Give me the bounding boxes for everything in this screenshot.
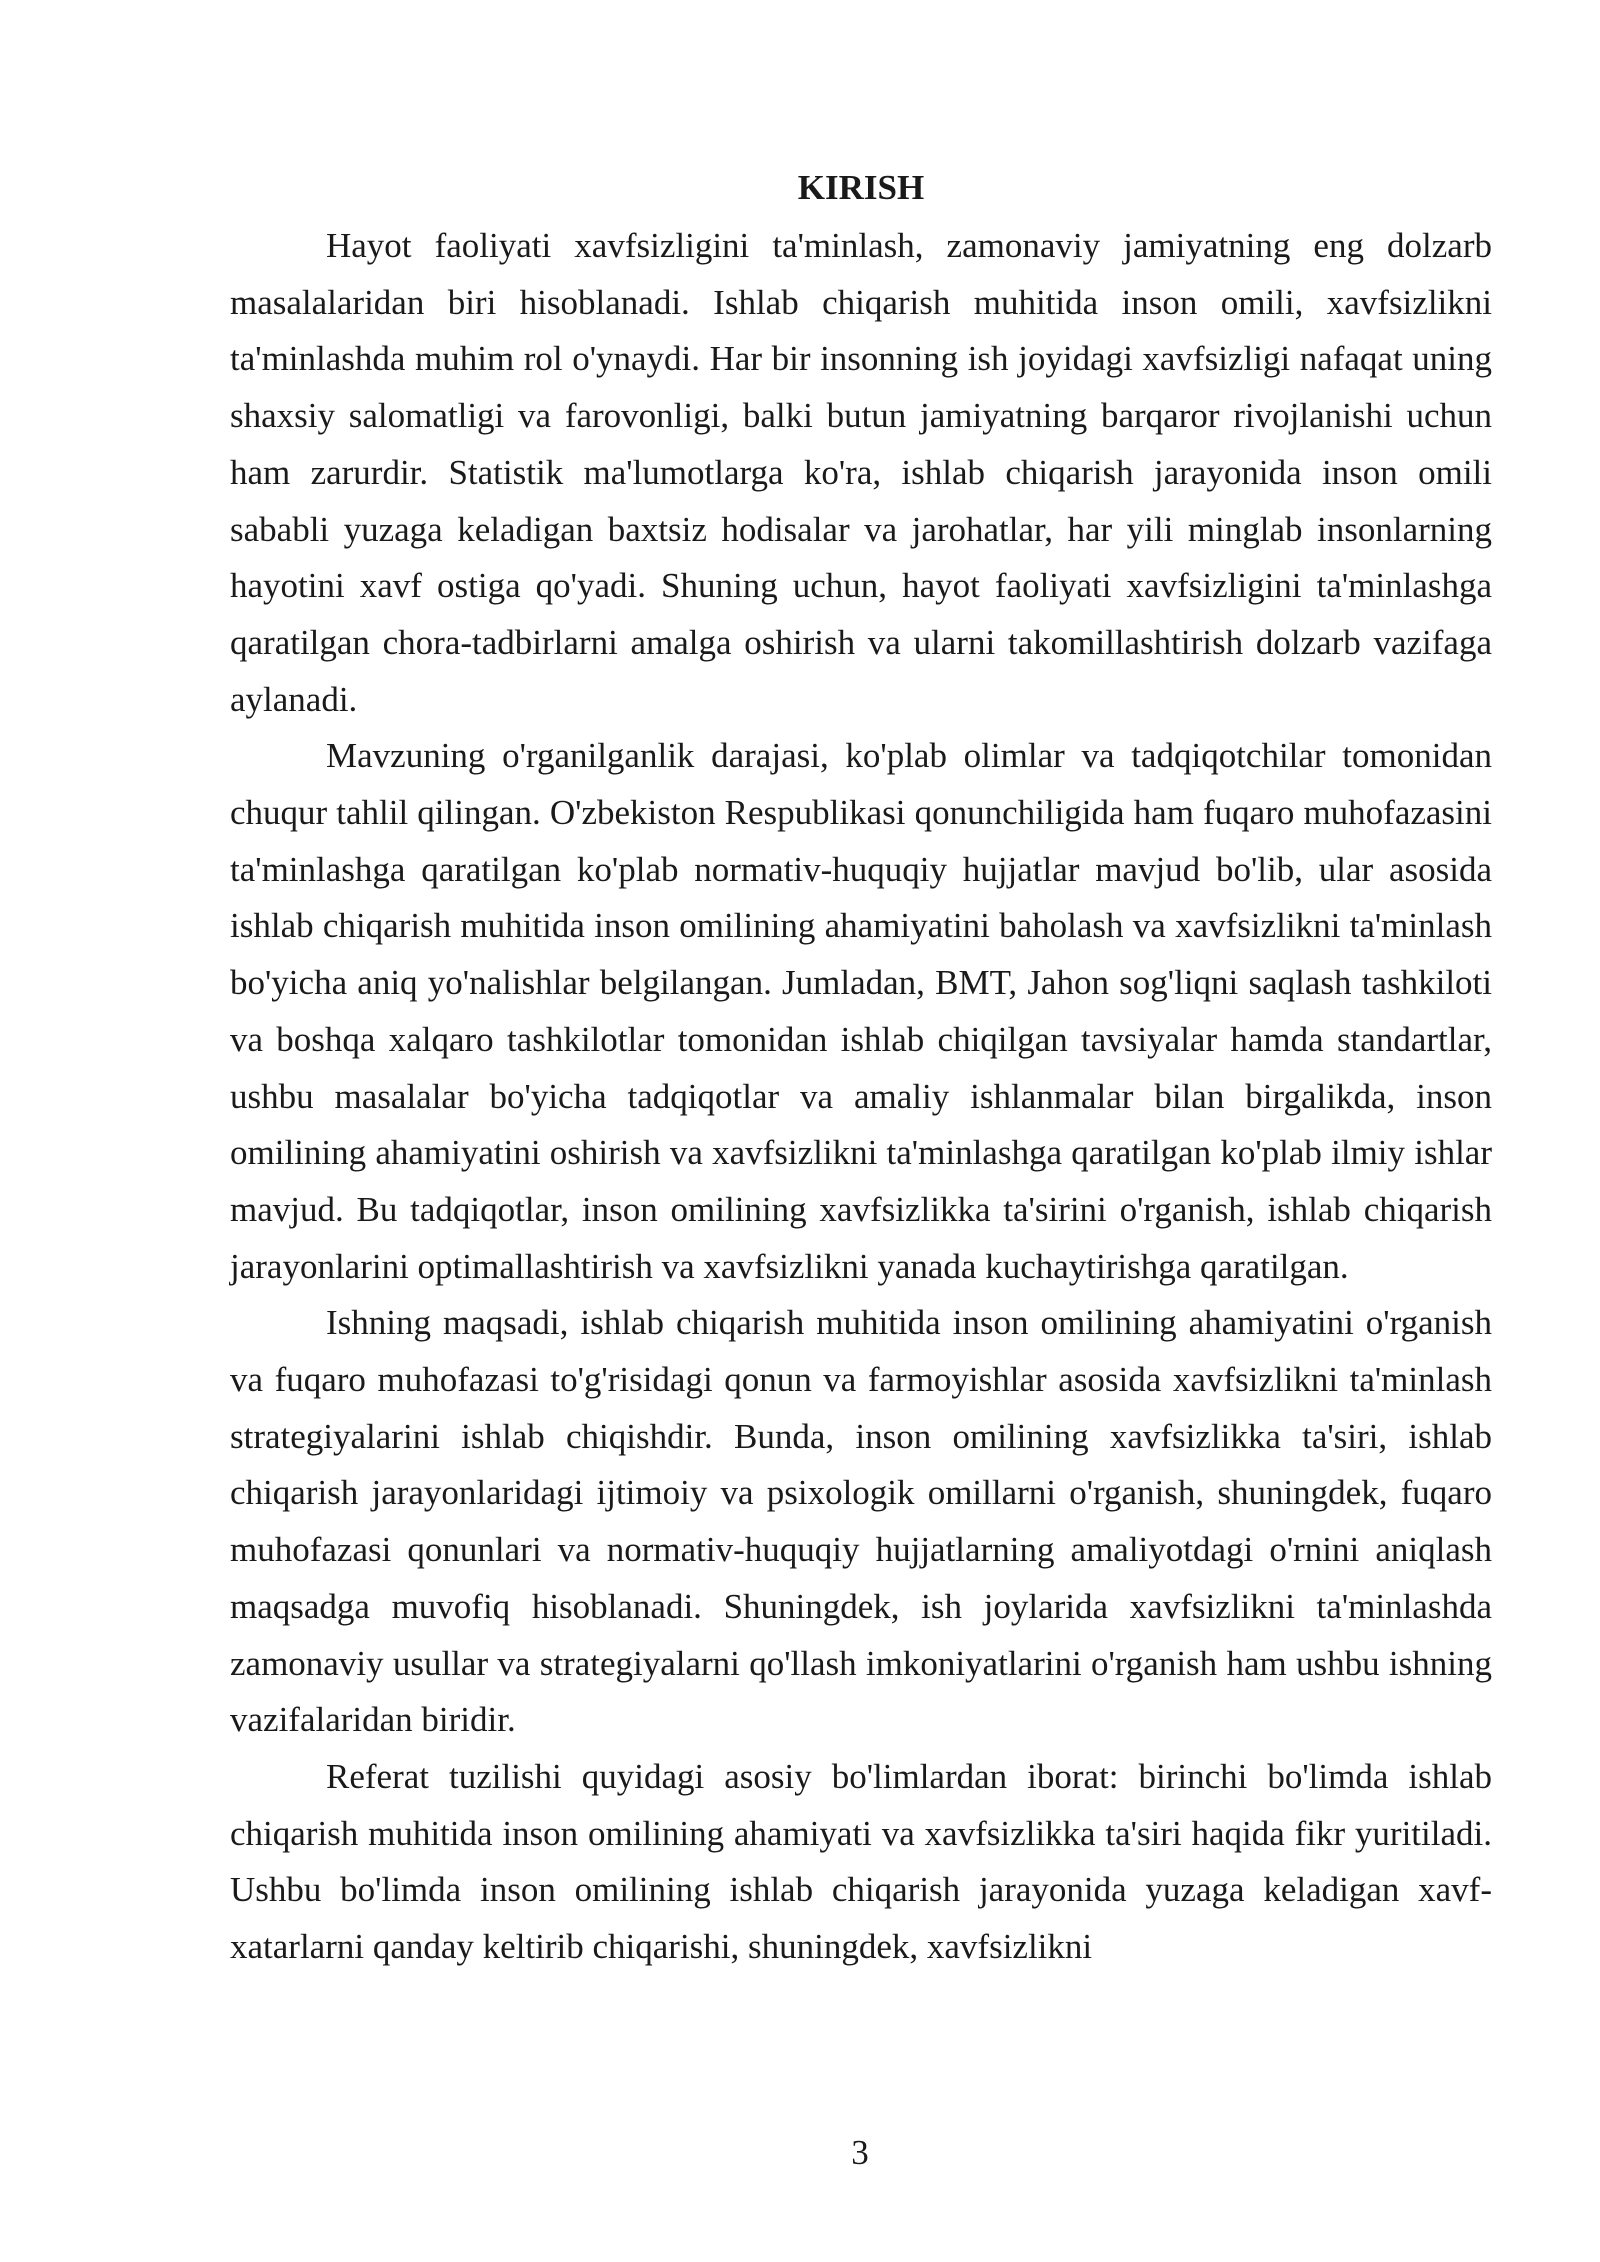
page-number: 3	[851, 2133, 869, 2172]
paragraph-intro: Hayot faoliyati xavfsizligini ta'minlash, zamonaviy jamiyatning eng dolzarb masalalaridan biri hisoblanadi. Ishlab chiqarish muhitida inson omili, xavfsizlikni ta'minlashda muhim rol o'ynaydi. Har bir insonning ish joyidagi xavfsizligi nafaqat uning shaxsiy salomatligi va farovonligi, balki butun jamiyatning barqaror rivojlanishi uchun ham zarurdir. Statistik ma'lumotlarga ko'ra, ishlab chiqarish jarayonida inson omili sababli yuzaga keladigan baxtsiz hodisalar va jarohatlar, har yili minglab insonlarning hayotini xavf ostiga qo'yadi. Shuning uchun, hayot faoliyati xavfsizligini ta'minlashga qaratilgan chora-tadbirlarni amalga oshirish va ularni takomillashtirish dolzarb vazifaga aylanadi.	[230, 226, 1492, 719]
paragraph-study-level: Mavzuning o'rganilganlik darajasi, ko'plab olimlar va tadqiqotchilar tomonidan chuqur tahlil qilingan. O'zbekiston Respublikasi qonunchiligida ham fuqaro muhofazasini ta'minlashga qaratilgan ko'plab normativ-huquqiy hujjatlar mavjud bo'lib, ular asosida ishlab chiqarish muhitida inson omilining ahamiyatini baholash va xavfsizlikni ta'minlash bo'yicha aniq yo'nalishlar belgilangan. Jumladan, BMT, Jahon sog'liqni saqlash tashkiloti va boshqa xalqaro tashkilotlar tomonidan ishlab chiqilgan tavsiyalar hamda standartlar, ushbu masalalar bo'yicha tadqiqotlar va amaliy ishlanmalar bilan birgalikda, inson omilining ahamiyatini oshirish va xavfsizlikni ta'minlashga qaratilgan ko'plab ilmiy ishlar mavjud. Bu tadqiqotlar, inson omilining xavfsizlikka ta'sirini o'rganish, ishlab chiqarish jarayonlarini optimallashtirish va xavfsizlikni yanada kuchaytirishga qaratilgan.	[230, 736, 1492, 1286]
paragraph-structure: Referat tuzilishi quyidagi asosiy bo'limlardan iborat: birinchi bo'limda ishlab chiqarish muhitida inson omilining ahamiyati va xavfsizlikka ta'siri haqida fikr yuritiladi. Ushbu bo'limda inson omilining ishlab chiqarish jarayonida yuzaga keladigan xavf-xatarlarni qanday keltirib chiqarishi, shuningdek, xavfsizlikni	[230, 1756, 1492, 1967]
paragraph-goal: Ishning maqsadi, ishlab chiqarish muhitida inson omilining ahamiyatini o'rganish va fuqaro muhofazasi to'g'risidagi qonun va farmoyishlar asosida xavfsizlikni ta'minlash strategiyalarini ishlab chiqishdir. Bunda, inson omilining xavfsizlikka ta'siri, ishlab chiqarish jarayonlaridagi ijtimoiy va psixologik omillarni o'rganish, shuningdek, fuqaro muhofazasi qonunlari va normativ-huquqiy hujjatlarning amaliyotdagi o'rnini aniqlash maqsadga muvofiq hisoblanadi. Shuningdek, ish joylarida xavfsizlikni ta'minlashda zamonaviy usullar va strategiyalarni qo'llash imkoniyatlarini o'rganish ham ushbu ishning vazifalaridan biridir.	[230, 1303, 1492, 1740]
section-title: KIRISH	[797, 168, 925, 207]
document-page	[230, 160, 1492, 1976]
